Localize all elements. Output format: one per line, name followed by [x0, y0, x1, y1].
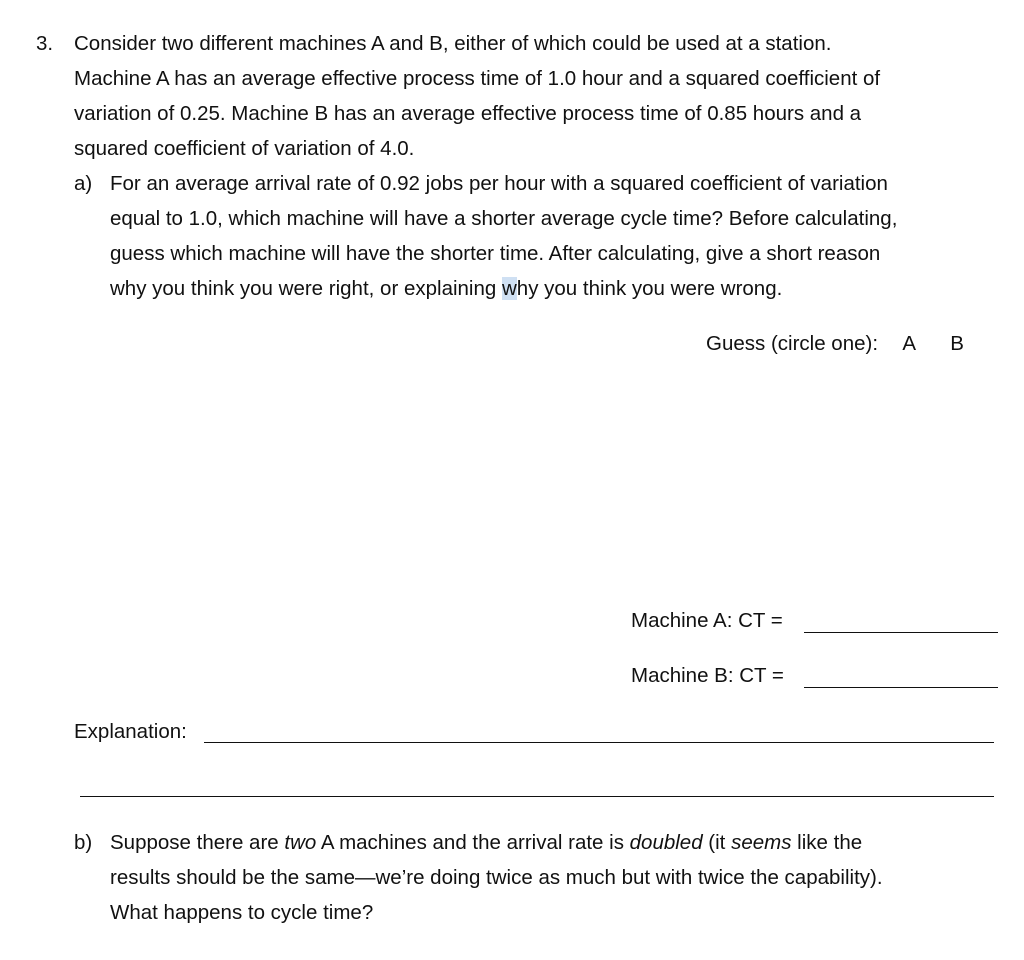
- part-a-line: equal to 1.0, which machine will have a shorter average cycle time? Before calculating,: [110, 207, 898, 230]
- part-a-line-last: [110, 277, 782, 301]
- question-number: 3.: [36, 32, 54, 55]
- part-a-line: For an average arrival rate of 0.92 jobs per hour with a squared coefficient of variation: [110, 172, 888, 195]
- ct-b-answer-line[interactable]: [804, 687, 998, 688]
- guess-option-b[interactable]: B: [950, 332, 964, 355]
- part-a-marker: a): [74, 172, 93, 195]
- guess-option-a[interactable]: A: [902, 332, 915, 355]
- part-a-last-before: why you think you were right, or explaining: [110, 277, 502, 300]
- part-b-emphasis: two: [284, 831, 317, 854]
- intro-line: Machine A has an average effective process time of 1.0 hour and a squared coefficient of: [74, 67, 881, 90]
- guess-label: Guess (circle one):: [706, 332, 879, 355]
- part-b-text: like the: [791, 831, 863, 854]
- explanation-answer-line-2[interactable]: [80, 796, 994, 797]
- part-a-last-after: hy you think you were wrong.: [516, 277, 783, 300]
- ct-b-label: Machine B: CT =: [631, 664, 784, 687]
- intro-line: squared coefficient of variation of 4.0.: [74, 137, 415, 160]
- ct-a-answer-line[interactable]: [804, 632, 998, 633]
- ct-a-label: Machine A: CT =: [631, 609, 783, 632]
- part-b-emphasis: doubled: [629, 831, 703, 854]
- text-selection-highlight: w: [501, 277, 517, 300]
- part-b-line: What happens to cycle time?: [110, 901, 374, 924]
- part-b-line: [110, 831, 862, 855]
- part-b-line: results should be the same—we’re doing twice as much but with twice the capability).: [110, 866, 883, 889]
- intro-line: Consider two different machines A and B, either of which could be used at a station.: [74, 32, 832, 55]
- intro-line: variation of 0.25. Machine B has an average effective process time of 0.85 hours and a: [74, 102, 862, 125]
- explanation-answer-line[interactable]: [204, 742, 994, 743]
- part-b-emphasis: seems: [731, 831, 792, 854]
- part-a-line: guess which machine will have the shorter time. After calculating, give a short reason: [110, 242, 881, 265]
- part-b-text: Suppose there are: [110, 831, 285, 854]
- guess-prompt: [706, 332, 964, 356]
- explanation-label: Explanation:: [74, 720, 187, 743]
- part-b-text: (it: [702, 831, 732, 854]
- part-b-text: A machines and the arrival rate is: [316, 831, 630, 854]
- part-b-marker: b): [74, 831, 93, 854]
